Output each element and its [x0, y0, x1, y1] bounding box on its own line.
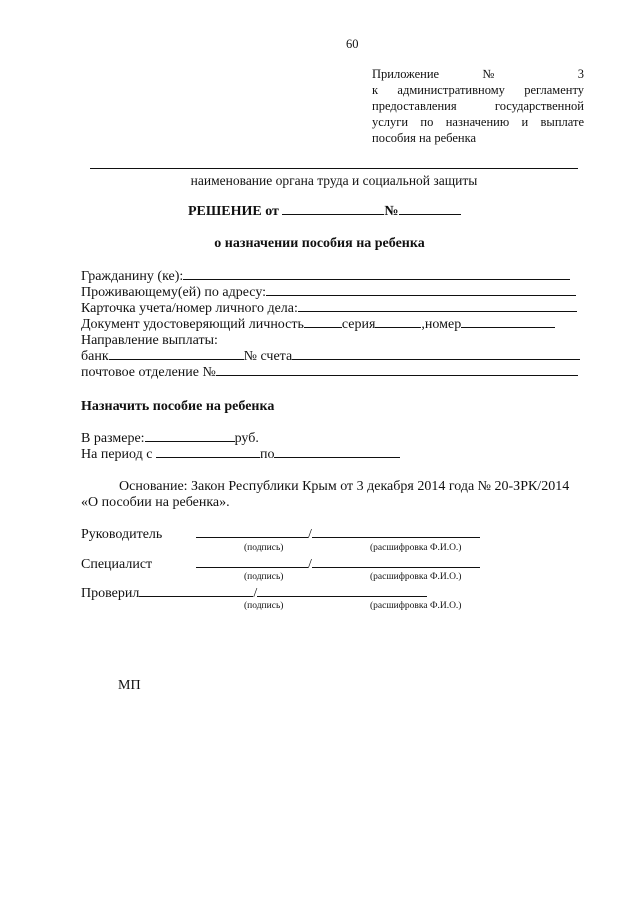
field-card-label: Карточка учета/номер личного дела: — [81, 301, 298, 316]
signature-line-head — [196, 526, 308, 538]
field-series-label: серия — [341, 317, 376, 332]
signature-slash-specialist: / — [308, 557, 312, 572]
signature-role-specialist: Специалист — [81, 557, 153, 572]
decision-subtitle: о назначении пособия на ребенка — [214, 236, 425, 251]
field-card-line — [298, 300, 577, 312]
basis-line-2: «О пособии на ребенка». — [81, 495, 230, 510]
signature-role-checked: Проверил — [81, 586, 140, 601]
field-payment-direction: Направление выплаты: — [81, 333, 218, 348]
field-account-line — [292, 348, 580, 360]
field-bank — [81, 348, 580, 365]
page-number: 60 — [346, 37, 359, 51]
signature-caption-head: (подпись) — [244, 543, 284, 553]
signature-caption-checked: (подпись) — [244, 601, 284, 611]
signature-caption-specialist: (подпись) — [244, 572, 284, 582]
assign-amount — [81, 430, 259, 447]
decision-number-sign: № — [384, 204, 399, 219]
field-citizen — [81, 268, 570, 285]
decode-line-head — [312, 526, 480, 538]
assign-period-from-label: На период с — [81, 447, 153, 462]
signature-row-specialist — [81, 556, 152, 573]
assign-period-to-label: по — [259, 447, 275, 462]
decision-number-line — [399, 203, 461, 215]
appendix-line-4: услуги по назначению и выплате — [372, 115, 584, 129]
appendix-line-3: предоставления государственной — [372, 99, 584, 113]
assign-period-to-line — [274, 446, 400, 458]
signature-role-head: Руководитель — [81, 527, 163, 542]
signature-slash-head: / — [308, 527, 312, 542]
decode-line-checked — [257, 585, 427, 597]
field-address — [81, 284, 576, 301]
field-bank-label: банк — [81, 349, 109, 364]
decode-line-specialist — [312, 556, 480, 568]
assign-currency: руб. — [234, 431, 259, 446]
assign-heading: Назначить пособие на ребенка — [81, 399, 275, 414]
signature-row-checked — [81, 585, 427, 602]
signature-slash-checked: / — [253, 586, 258, 601]
signature-line-checked — [139, 585, 253, 597]
field-card — [81, 300, 577, 317]
decision-title — [188, 203, 461, 220]
authority-name-line — [90, 168, 578, 169]
authority-caption: наименование органа труда и социальной защиты — [190, 173, 478, 188]
field-bank-line — [109, 348, 244, 360]
appendix-line-2: к административному регламенту — [372, 83, 584, 97]
decision-date-line — [282, 203, 384, 215]
decode-caption-specialist: (расшифровка Ф.И.О.) — [370, 572, 462, 582]
field-document-label: Документ удостоверяющий личность — [81, 317, 304, 332]
basis-line-1: Основание: Закон Республики Крым от 3 декабря 2014 года № 20-ЗРК/2014 — [119, 479, 570, 494]
stamp-place: МП — [118, 678, 141, 693]
field-post-office-label: почтовое отделение № — [81, 365, 216, 380]
appendix-block — [372, 66, 584, 146]
appendix-line-5: пособия на ребенка — [372, 131, 476, 145]
assign-amount-label: В размере: — [81, 431, 145, 446]
field-document-line — [304, 316, 342, 328]
field-account-label: № счета — [243, 349, 293, 364]
field-citizen-line — [183, 268, 570, 280]
signature-line-specialist — [196, 556, 308, 568]
field-number-label: ,номер — [421, 317, 462, 332]
signature-lines-specialist — [196, 556, 480, 573]
field-post-office — [81, 364, 578, 381]
decision-prefix: РЕШЕНИЕ от — [188, 204, 279, 219]
field-address-label: Проживающему(ей) по адресу: — [81, 285, 267, 300]
field-post-office-line — [216, 364, 578, 376]
assign-period — [81, 446, 400, 463]
field-document — [81, 316, 555, 333]
assign-amount-line — [145, 430, 235, 442]
signature-row-head — [81, 526, 162, 543]
assign-period-from-line — [156, 446, 260, 458]
decode-caption-checked: (расшифровка Ф.И.О.) — [370, 601, 462, 611]
field-citizen-label: Гражданину (ке): — [81, 269, 184, 284]
decode-caption-head: (расшифровка Ф.И.О.) — [370, 543, 462, 553]
field-address-line — [266, 284, 576, 296]
field-series-line — [375, 316, 421, 328]
appendix-line-1: Приложение № 3 — [372, 67, 584, 81]
signature-lines-head — [196, 526, 480, 543]
field-number-line — [461, 316, 555, 328]
